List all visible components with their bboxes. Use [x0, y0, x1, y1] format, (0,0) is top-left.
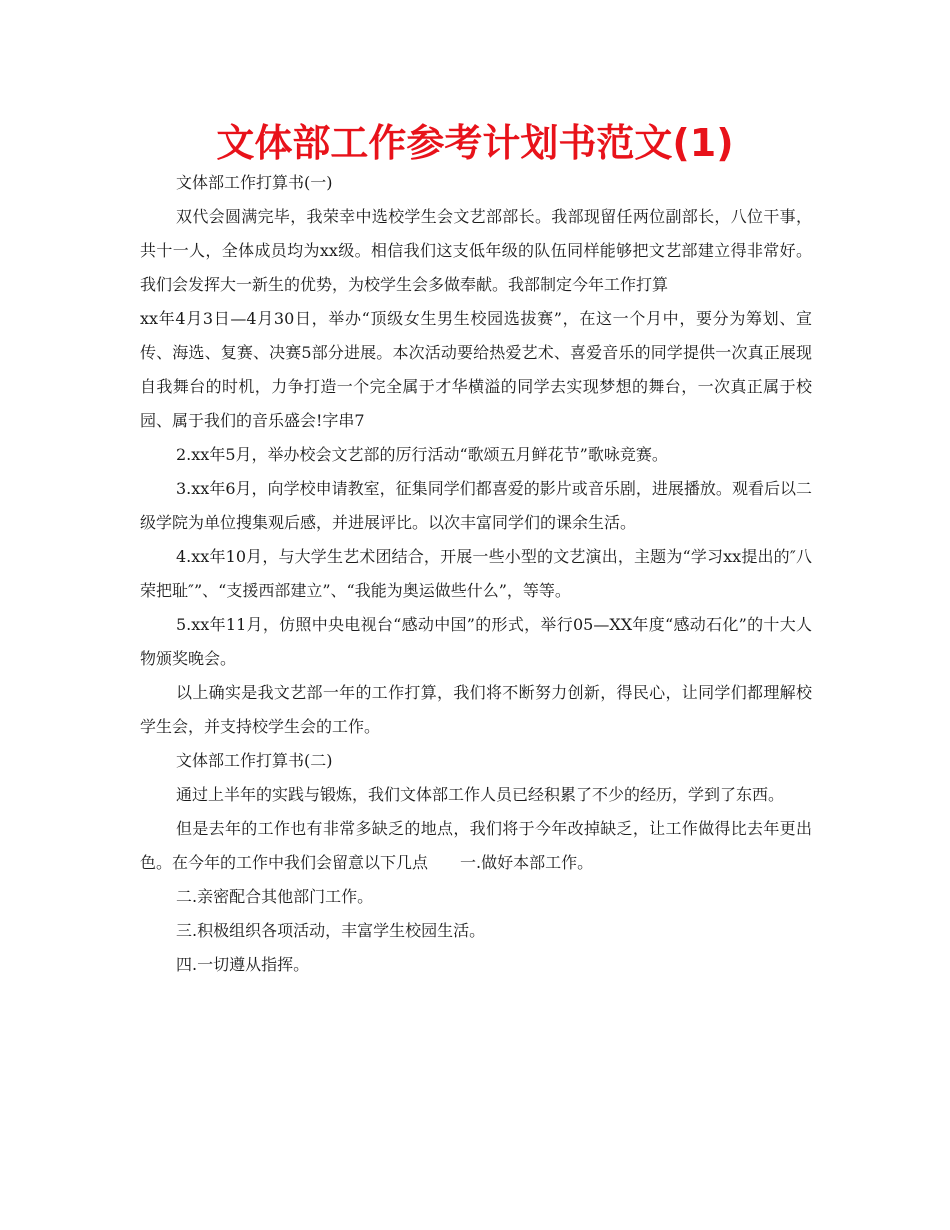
- document-title: 文体部工作参考计划书范文(1): [216, 121, 734, 165]
- paragraph: 文体部工作打算书(二): [176, 751, 333, 770]
- paragraph: 文体部工作打算书(一): [176, 173, 333, 192]
- paragraph: 二.亲密配合其他部门工作。: [176, 887, 374, 906]
- paragraph: 四.一切遵从指挥。: [176, 955, 310, 974]
- paragraph: 通过上半年的实践与锻炼，我们文体部工作人员已经积累了不少的经历，学到了东西。: [176, 785, 785, 804]
- paragraph: 三.积极组织各项活动，丰富学生校园生活。: [176, 921, 486, 940]
- paragraph: 5.xx年11月，仿照中央电视台“感动中国”的形式，举行05—XX年度“感动石化”的十大人物颁奖晚会。: [140, 615, 812, 668]
- paragraph: 但是去年的工作也有非常多缺乏的地点，我们将于今年改掉缺乏，让工作做得比去年更出色。在今年的工作中我们会留意以下几点 一.做好本部工作。: [140, 819, 812, 872]
- document-body: [140, 166, 812, 982]
- paragraph: 2.xx年5月，举办校会文艺部的厉行活动“歌颂五月鲜花节”歌咏竞赛。: [176, 445, 668, 464]
- paragraph: xx年4月3日—4月30日，举办“顶级女生男生校园选拔赛”，在这一个月中，要分为筹划、宣传、海选、复赛、决赛5部分进展。本次活动要给热爱艺术、喜爱音乐的同学提供一次真正展现自我舞台的时机，力争打造一个完全属于才华横溢的同学去实现梦想的舞台，一次真正属于校园、属于我们的音乐盛会!字串7: [140, 309, 812, 430]
- paragraph: 4.xx年10月，与大学生艺术团结合，开展一些小型的文艺演出，主题为“学习xx提出的″八荣把耻″”、“支援西部建立”、“我能为奥运做些什么”，等等。: [140, 547, 812, 600]
- paragraph: 以上确实是我文艺部一年的工作打算，我们将不断努力创新，得民心，让同学们都理解校学生会，并支持校学生会的工作。: [140, 683, 812, 736]
- paragraph: 双代会圆满完毕，我荣幸中选校学生会文艺部部长。我部现留任两位副部长，八位干事，共十一人，全体成员均为xx级。相信我们这支低年级的队伍同样能够把文艺部建立得非常好。我们会发挥大一新生的优势，为校学生会多做奉献。我部制定今年工作打算: [140, 207, 812, 294]
- paragraph: 3.xx年6月，向学校申请教室，征集同学们都喜爱的影片或音乐剧，进展播放。观看后以二级学院为单位搜集观后感，并进展评比。以次丰富同学们的课余生活。: [140, 479, 812, 532]
